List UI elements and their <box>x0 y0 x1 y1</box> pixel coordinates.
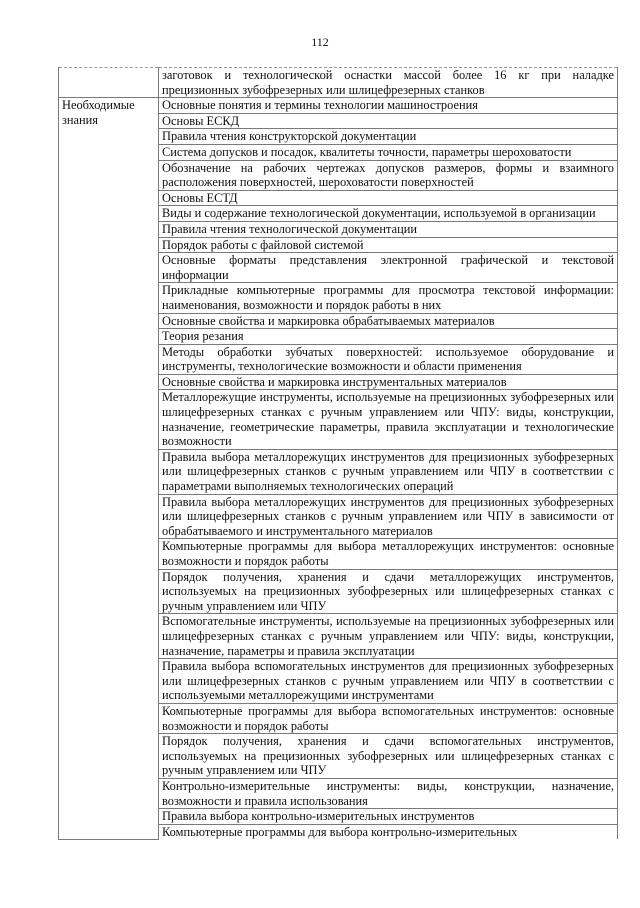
knowledge-item: Обозначение на рабочих чертежах допусков размеров, формы и взаимного расположения поверхностей, шероховатости поверхностей <box>159 160 618 190</box>
knowledge-item: Основные понятия и термины технологии машиностроения <box>159 98 618 114</box>
knowledge-item: Методы обработки зубчатых поверхностей: используемое оборудование и инструменты, технологические возможности и области применения <box>159 344 618 374</box>
knowledge-item: Основные свойства и маркировка инструментальных материалов <box>159 374 618 390</box>
continuation-text: заготовок и технологической оснастки массой более 16 кг при наладке прецизионных зубофрезерных или шлицефрезерных станков <box>159 68 618 98</box>
knowledge-item: Основы ЕСКД <box>159 113 618 129</box>
knowledge-item: Компьютерные программы для выбора металлорежущих инструментов: основные возможности и порядок работы <box>159 539 618 569</box>
knowledge-item: Правила выбора металлорежущих инструментов для прецизионных зубофрезерных или шлицефрезерных станков с ручным управлением или ЧПУ в соответствии с параметрами выполняемых технологических операций <box>159 449 618 494</box>
knowledge-item: Теория резания <box>159 329 618 345</box>
knowledge-item: Виды и содержание технологической документации, используемой в организации <box>159 206 618 222</box>
page-number: 112 <box>311 35 329 49</box>
knowledge-item: Компьютерные программы для выбора контрольно-измерительных <box>159 824 618 839</box>
knowledge-item: Металлорежущие инструменты, используемые на прецизионных зубофрезерных или шлицефрезерных станках с ручным управлением или ЧПУ: виды, конструкции, назначение, геометрические параметры, правила эксплуатации и технологические возможности <box>159 390 618 449</box>
table-row <box>59 98 618 114</box>
knowledge-item: Порядок работы с файловой системой <box>159 237 618 253</box>
knowledge-item: Основные форматы представления электронной графической и текстовой информации <box>159 253 618 283</box>
knowledge-item: Основы ЕСТД <box>159 190 618 206</box>
knowledge-item: Правила чтения конструкторской документации <box>159 129 618 145</box>
knowledge-item: Правила чтения технологической документации <box>159 221 618 237</box>
knowledge-item: Вспомогательные инструменты, используемые на прецизионных зубофрезерных или шлицефрезерных станках с ручным управлением или ЧПУ: виды, конструкции, назначение, параметры и правила эксплуатации <box>159 614 618 659</box>
knowledge-item: Порядок получения, хранения и сдачи металлорежущих инструментов, используемых на прецизионных зубофрезерных или шлицефрезерных станках с ручным управлением или ЧПУ <box>159 569 618 614</box>
section-label: Необходимые знания <box>59 98 159 840</box>
knowledge-item: Прикладные компьютерные программы для просмотра текстовой информации: наименования, возможности и порядок работы в них <box>159 283 618 313</box>
knowledge-item: Правила выбора металлорежущих инструментов для прецизионных зубофрезерных или шлицефрезерных станков с ручным управлением или ЧПУ в зависимости от обрабатываемого и инструментального материалов <box>159 494 618 539</box>
knowledge-item: Контрольно-измерительные инструменты: виды, конструкции, назначение, возможности и правила использования <box>159 778 618 808</box>
table-row <box>59 68 618 98</box>
knowledge-item: Правила выбора вспомогательных инструментов для прецизионных зубофрезерных или шлицефрезерных станков с ручным управлением или ЧПУ в соответствии с используемыми металлорежущими инструментами <box>159 659 618 704</box>
label-cell-empty <box>59 68 159 98</box>
knowledge-item: Компьютерные программы для выбора вспомогательных инструментов: основные возможности и порядок работы <box>159 703 618 733</box>
knowledge-item: Правила выбора контрольно-измерительных инструментов <box>159 809 618 825</box>
knowledge-item: Система допусков и посадок, квалитеты точности, параметры шероховатости <box>159 144 618 160</box>
knowledge-item: Порядок получения, хранения и сдачи вспомогательных инструментов, используемых на прецизионных зубофрезерных или шлицефрезерных станках с ручным управлением или ЧПУ <box>159 734 618 779</box>
knowledge-table <box>58 67 618 840</box>
knowledge-item: Основные свойства и маркировка обрабатываемых материалов <box>159 313 618 329</box>
